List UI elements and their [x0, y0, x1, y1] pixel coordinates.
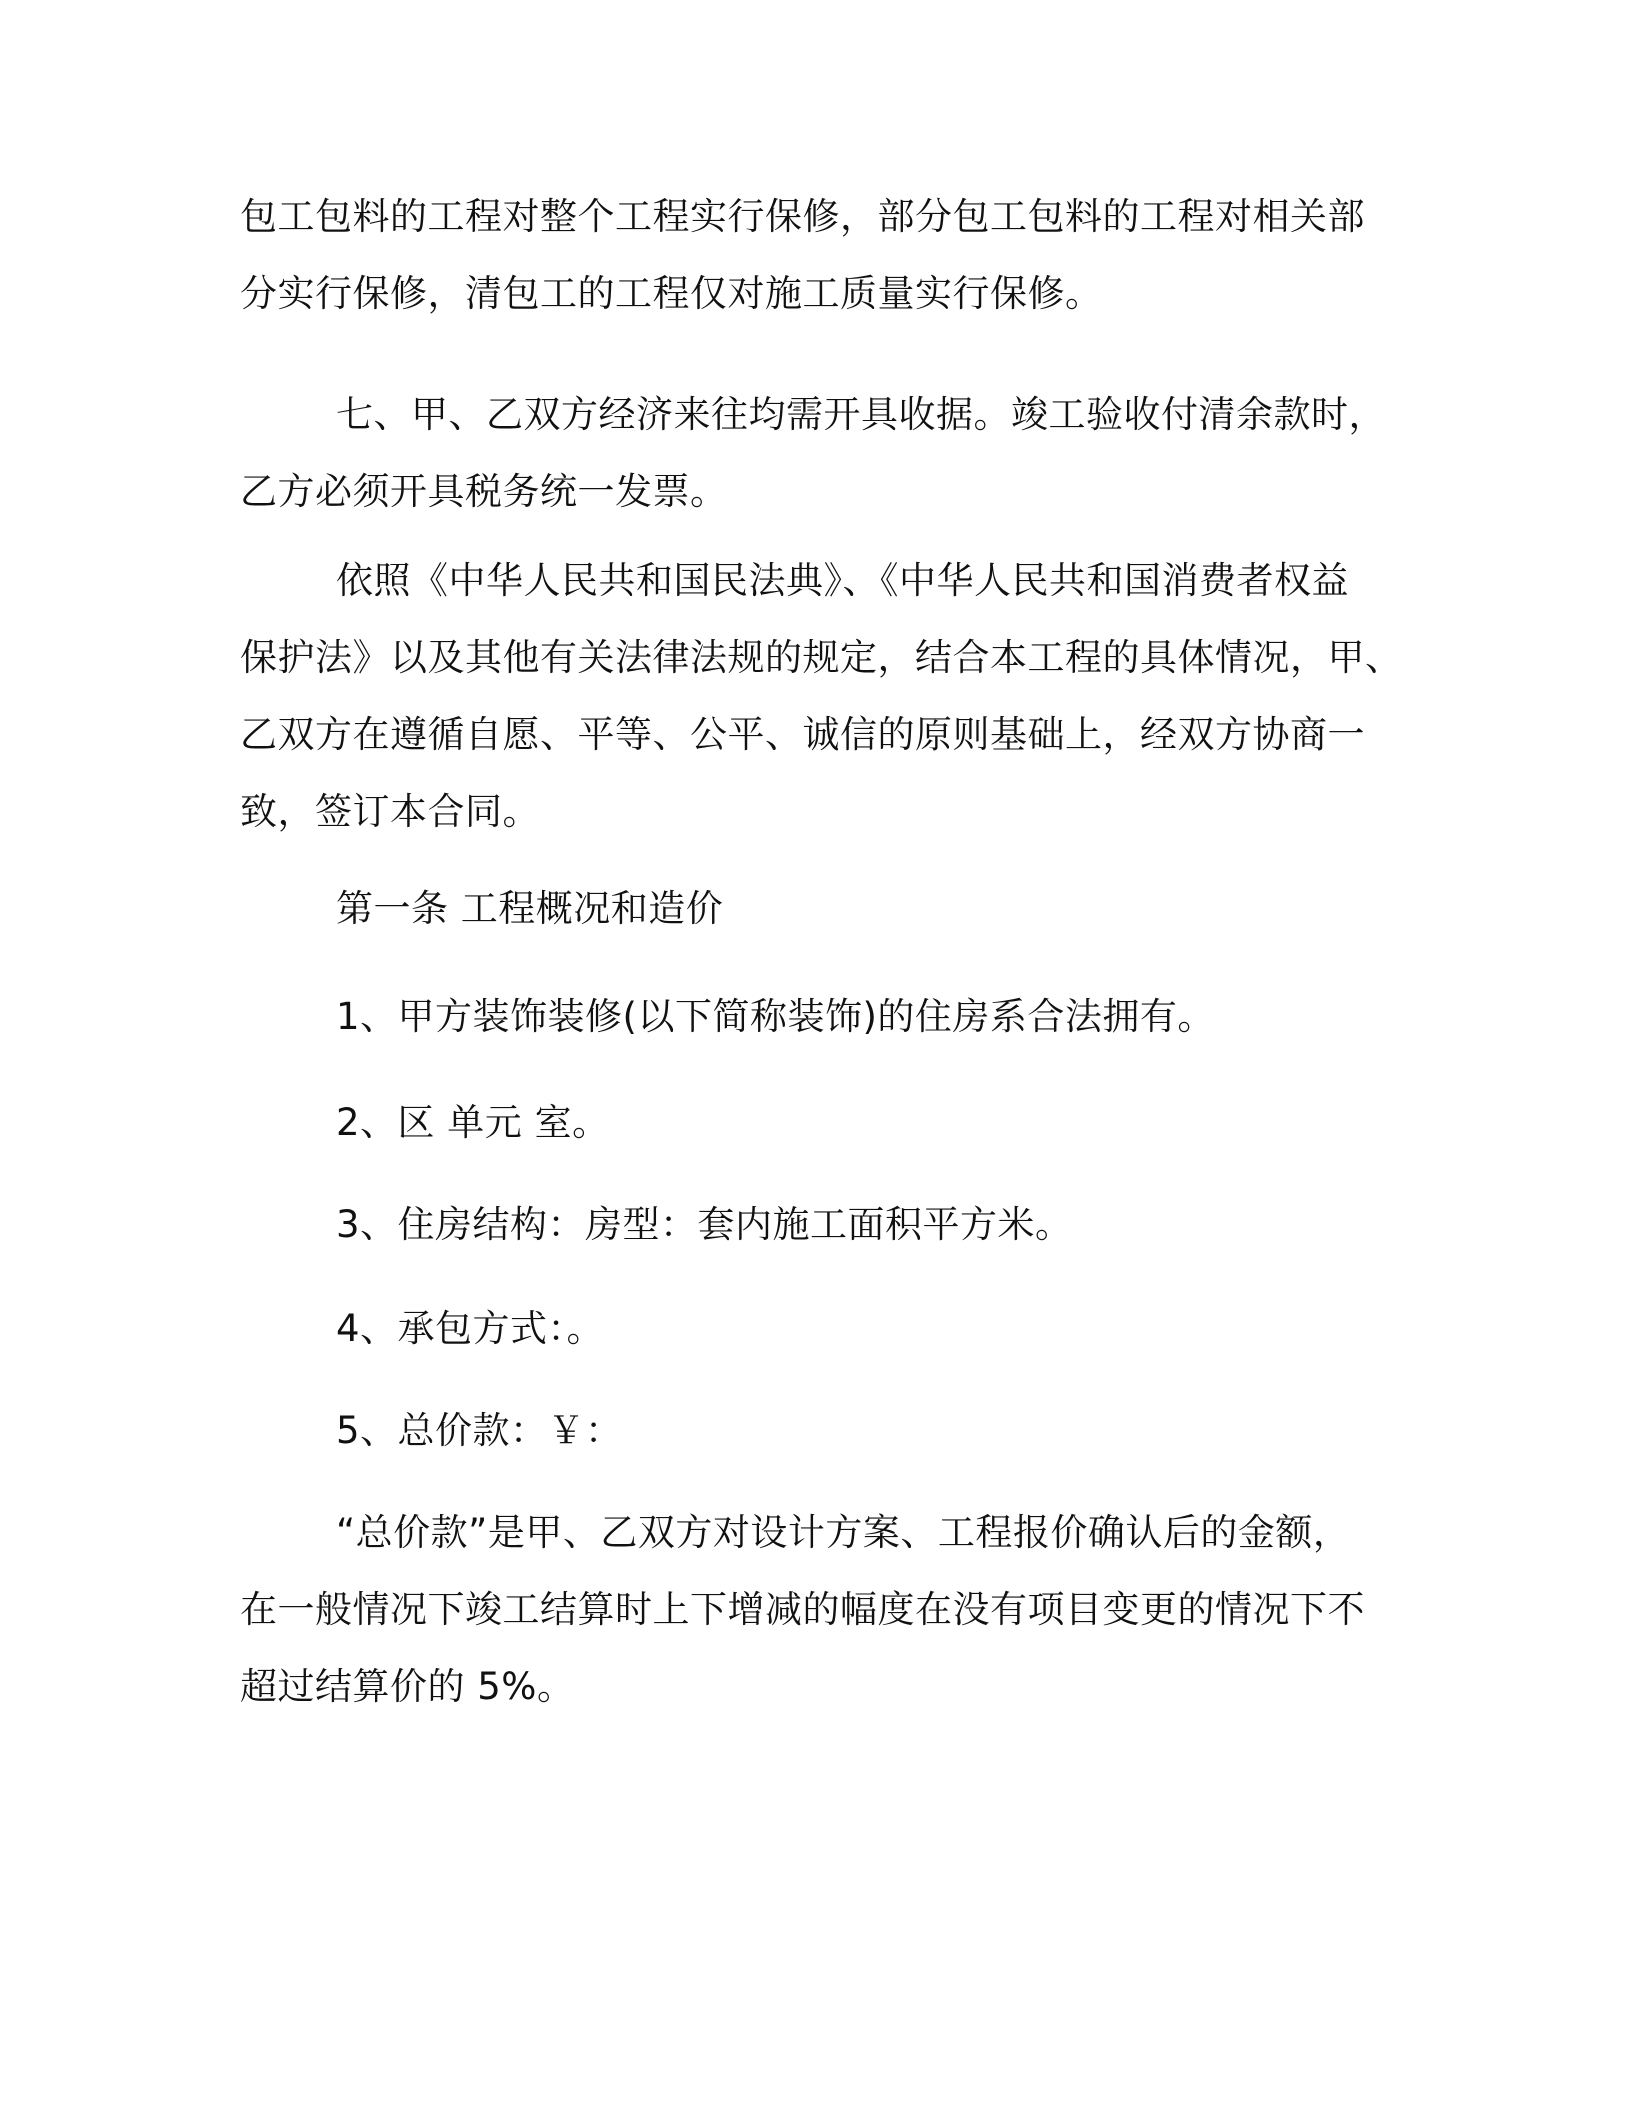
paragraph-total-price-definition: [240, 1494, 1380, 1725]
text-line: 乙双方在遵循自愿、平等、公平、诚信的原则基础上，经双方协商一: [240, 713, 1365, 756]
paragraph-receipts-invoice: [240, 376, 1386, 530]
text-line: 包工包料的工程对整个工程实行保修，部分包工包料的工程对相关部: [240, 195, 1365, 238]
text-line: 1、甲方装饰装修(以下简称装饰)的住房系合法拥有。: [336, 995, 1215, 1038]
text-line: 七、甲、乙双方经济来往均需开具收据。竣工验收付清余款时，: [336, 393, 1386, 436]
item-3-structure: [240, 1186, 1380, 1263]
text-line: 在一般情况下竣工结算时上下增减的幅度在没有项目变更的情况下不: [240, 1588, 1365, 1631]
text-line: 2、区 单元 室。: [336, 1101, 610, 1144]
paragraph-warranty-scope: [240, 178, 1380, 332]
article-one-heading: [240, 870, 1380, 947]
text-line: 保护法》以及其他有关法律法规的规定，结合本工程的具体情况，甲、: [240, 636, 1403, 679]
text-line: 超过结算价的 5%。: [240, 1665, 575, 1708]
text-line: 第一条 工程概况和造价: [336, 887, 724, 930]
text-line: 3、住房结构：房型：套内施工面积平方米。: [336, 1203, 1073, 1246]
text-line: 乙方必须开具税务统一发票。: [240, 470, 728, 513]
text-line: 5、总价款：￥：: [336, 1409, 623, 1452]
item-5-total-price: [240, 1392, 1380, 1469]
text-line: 依照《中华人民共和国民法典》、《中华人民共和国消费者权益: [336, 559, 1349, 602]
text-line: “总价款”是甲、乙双方对设计方案、工程报价确认后的金额，: [336, 1511, 1351, 1554]
text-line: 分实行保修，清包工的工程仅对施工质量实行保修。: [240, 272, 1103, 315]
item-1-ownership: [240, 978, 1380, 1055]
text-line: 4、承包方式：。: [336, 1307, 605, 1350]
text-line: 致，签订本合同。: [240, 790, 540, 833]
item-4-contract-method: [240, 1290, 1380, 1367]
paragraph-legal-basis: [240, 542, 1403, 850]
document-page: [240, 0, 1403, 2112]
item-2-address: [240, 1084, 1380, 1161]
